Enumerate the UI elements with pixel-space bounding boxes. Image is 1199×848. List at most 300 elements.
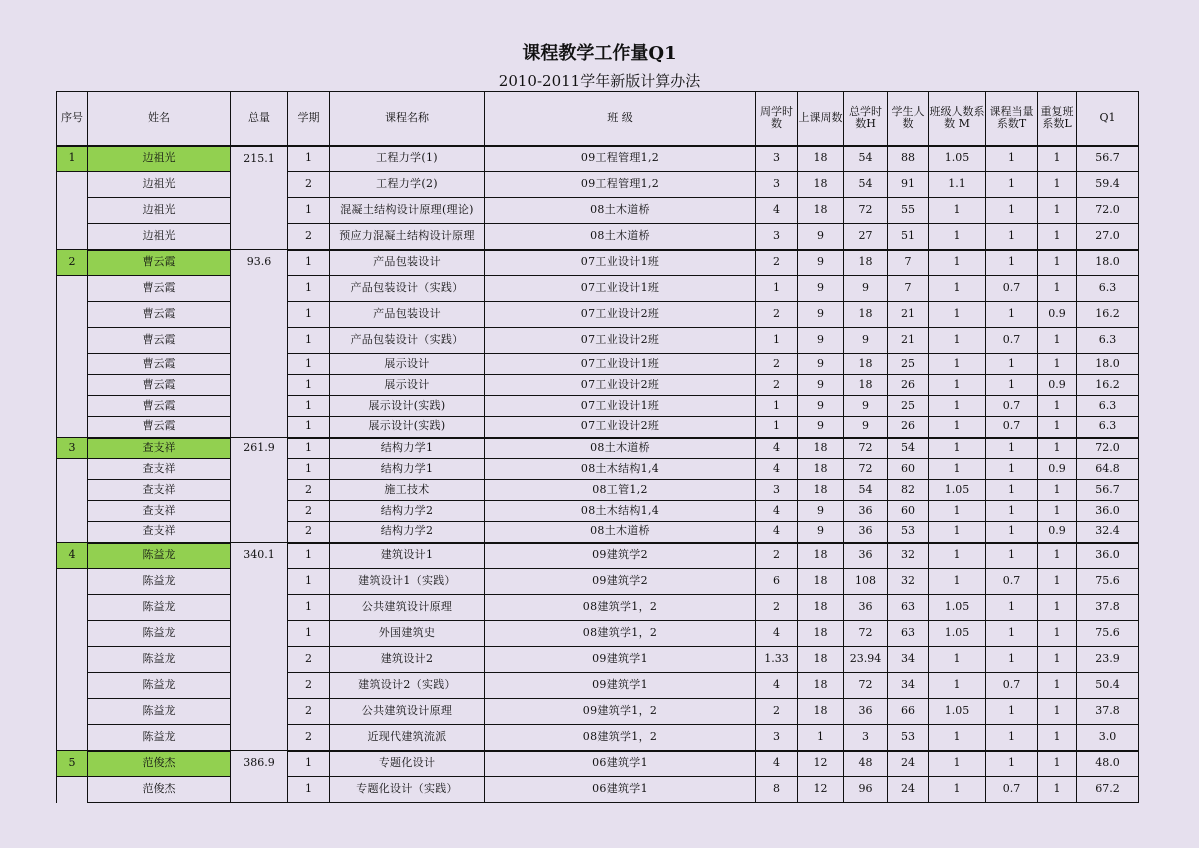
- course-cell: 混凝土结构设计原理(理论): [330, 198, 485, 224]
- class-coef-cell: 1: [929, 354, 986, 375]
- term-cell: 1: [288, 777, 330, 803]
- students-cell: 60: [888, 501, 929, 522]
- table-row: [57, 375, 1139, 396]
- course-coef-cell: 1: [986, 751, 1038, 777]
- course-cell: 产品包装设计: [330, 302, 485, 328]
- repeat-coef-cell: 0.9: [1038, 302, 1077, 328]
- course-cell: 结构力学2: [330, 522, 485, 543]
- table-row: [57, 172, 1139, 198]
- repeat-coef-cell: 1: [1038, 438, 1077, 459]
- seq-cell: [57, 569, 88, 595]
- class-cell: 07工业设计1班: [485, 396, 756, 417]
- table-row: [57, 417, 1139, 438]
- q1-cell: 64.8: [1077, 459, 1139, 480]
- name-cell: 陈益龙: [88, 673, 231, 699]
- total-cell: [231, 375, 288, 396]
- total-cell: [231, 354, 288, 375]
- class-cell: 09建筑学1: [485, 647, 756, 673]
- class-cell: 07工业设计2班: [485, 302, 756, 328]
- total-hours-cell: 9: [844, 328, 888, 354]
- seq-cell: 1: [57, 146, 88, 172]
- weekly-hours-cell: 1: [756, 417, 798, 438]
- class-coef-cell: 1: [929, 250, 986, 276]
- weeks-cell: 9: [798, 522, 844, 543]
- students-cell: 82: [888, 480, 929, 501]
- seq-cell: [57, 777, 88, 803]
- total-hours-cell: 36: [844, 522, 888, 543]
- table-row: [57, 438, 1139, 459]
- course-coef-cell: 1: [986, 480, 1038, 501]
- course-coef-cell: 1: [986, 725, 1038, 751]
- table-row: [57, 543, 1139, 569]
- students-cell: 60: [888, 459, 929, 480]
- total-hours-cell: 54: [844, 172, 888, 198]
- class-coef-cell: 1: [929, 396, 986, 417]
- seq-cell: 3: [57, 438, 88, 459]
- repeat-coef-cell: 1: [1038, 276, 1077, 302]
- weekly-hours-cell: 1.33: [756, 647, 798, 673]
- total-cell: [231, 621, 288, 647]
- course-cell: 外国建筑史: [330, 621, 485, 647]
- weekly-hours-cell: 4: [756, 751, 798, 777]
- students-cell: 7: [888, 250, 929, 276]
- total-hours-cell: 72: [844, 459, 888, 480]
- weekly-hours-cell: 8: [756, 777, 798, 803]
- repeat-coef-cell: 1: [1038, 146, 1077, 172]
- weeks-cell: 9: [798, 354, 844, 375]
- course-coef-cell: 1: [986, 438, 1038, 459]
- course-coef-cell: 1: [986, 459, 1038, 480]
- course-coef-cell: 1: [986, 198, 1038, 224]
- repeat-coef-cell: 1: [1038, 751, 1077, 777]
- page-title: 课程教学工作量Q1: [522, 43, 677, 64]
- table-row: [57, 480, 1139, 501]
- weeks-cell: 18: [798, 647, 844, 673]
- name-cell: 曹云霞: [88, 302, 231, 328]
- seq-cell: [57, 302, 88, 328]
- weeks-cell: 18: [798, 438, 844, 459]
- header-course-coef: 课程当量系数T: [986, 92, 1038, 146]
- header-weekly-hours: 周学时数: [756, 92, 798, 146]
- course-coef-cell: 1: [986, 146, 1038, 172]
- course-coef-cell: 0.7: [986, 673, 1038, 699]
- q1-cell: 48.0: [1077, 751, 1139, 777]
- header-total-hours: 总学时数H: [844, 92, 888, 146]
- weekly-hours-cell: 1: [756, 396, 798, 417]
- q1-cell: 6.3: [1077, 417, 1139, 438]
- class-coef-cell: 1: [929, 543, 986, 569]
- weeks-cell: 9: [798, 501, 844, 522]
- class-coef-cell: 1.05: [929, 595, 986, 621]
- term-cell: 1: [288, 751, 330, 777]
- course-coef-cell: 1: [986, 375, 1038, 396]
- name-cell: 曹云霞: [88, 375, 231, 396]
- total-cell: [231, 198, 288, 224]
- weekly-hours-cell: 4: [756, 198, 798, 224]
- weekly-hours-cell: 1: [756, 328, 798, 354]
- class-cell: 06建筑学1: [485, 751, 756, 777]
- total-hours-cell: 72: [844, 438, 888, 459]
- weeks-cell: 18: [798, 198, 844, 224]
- total-cell: [231, 595, 288, 621]
- course-cell: 展示设计(实践): [330, 396, 485, 417]
- name-cell: 陈益龙: [88, 569, 231, 595]
- total-cell: [231, 417, 288, 438]
- weeks-cell: 12: [798, 777, 844, 803]
- seq-cell: [57, 647, 88, 673]
- weeks-cell: 18: [798, 569, 844, 595]
- weeks-cell: 9: [798, 328, 844, 354]
- total-hours-cell: 108: [844, 569, 888, 595]
- total-hours-cell: 18: [844, 250, 888, 276]
- term-cell: 1: [288, 459, 330, 480]
- students-cell: 21: [888, 328, 929, 354]
- total-hours-cell: 48: [844, 751, 888, 777]
- table-row: [57, 354, 1139, 375]
- term-cell: 2: [288, 224, 330, 250]
- repeat-coef-cell: 1: [1038, 673, 1077, 699]
- course-coef-cell: 0.7: [986, 276, 1038, 302]
- class-coef-cell: 1.05: [929, 621, 986, 647]
- class-coef-cell: 1: [929, 725, 986, 751]
- seq-cell: [57, 417, 88, 438]
- total-hours-cell: 9: [844, 396, 888, 417]
- course-cell: 产品包装设计（实践）: [330, 276, 485, 302]
- weeks-cell: 9: [798, 396, 844, 417]
- q1-cell: 75.6: [1077, 621, 1139, 647]
- class-cell: 08土木结构1,4: [485, 501, 756, 522]
- course-cell: 产品包装设计: [330, 250, 485, 276]
- course-cell: 建筑设计1（实践）: [330, 569, 485, 595]
- total-cell: [231, 569, 288, 595]
- repeat-coef-cell: 1: [1038, 224, 1077, 250]
- q1-cell: 16.2: [1077, 302, 1139, 328]
- course-cell: 施工技术: [330, 480, 485, 501]
- weekly-hours-cell: 3: [756, 224, 798, 250]
- class-cell: 08土木道桥: [485, 224, 756, 250]
- weekly-hours-cell: 4: [756, 621, 798, 647]
- students-cell: 88: [888, 146, 929, 172]
- total-hours-cell: 18: [844, 354, 888, 375]
- course-coef-cell: 1: [986, 224, 1038, 250]
- weeks-cell: 9: [798, 224, 844, 250]
- class-cell: 07工业设计1班: [485, 250, 756, 276]
- weeks-cell: 1: [798, 725, 844, 751]
- q1-cell: 72.0: [1077, 438, 1139, 459]
- header-name: 姓名: [88, 92, 231, 146]
- total-cell: [231, 302, 288, 328]
- repeat-coef-cell: 1: [1038, 647, 1077, 673]
- seq-cell: [57, 172, 88, 198]
- seq-cell: [57, 375, 88, 396]
- repeat-coef-cell: 1: [1038, 725, 1077, 751]
- repeat-coef-cell: 1: [1038, 699, 1077, 725]
- course-cell: 展示设计: [330, 375, 485, 396]
- name-cell: 曹云霞: [88, 250, 231, 276]
- table-row: [57, 224, 1139, 250]
- seq-cell: [57, 673, 88, 699]
- header-course: 课程名称: [330, 92, 485, 146]
- total-cell: 215.1: [231, 146, 288, 172]
- name-cell: 曹云霞: [88, 354, 231, 375]
- repeat-coef-cell: 1: [1038, 417, 1077, 438]
- name-cell: 陈益龙: [88, 621, 231, 647]
- total-hours-cell: 36: [844, 543, 888, 569]
- weeks-cell: 9: [798, 276, 844, 302]
- name-cell: 边祖光: [88, 224, 231, 250]
- q1-cell: 6.3: [1077, 328, 1139, 354]
- repeat-coef-cell: 1: [1038, 198, 1077, 224]
- weekly-hours-cell: 4: [756, 501, 798, 522]
- total-cell: 261.9: [231, 438, 288, 459]
- repeat-coef-cell: 1: [1038, 501, 1077, 522]
- repeat-coef-cell: 1: [1038, 354, 1077, 375]
- header-total: 总量: [231, 92, 288, 146]
- class-cell: 08建筑学1，2: [485, 725, 756, 751]
- students-cell: 21: [888, 302, 929, 328]
- class-cell: 09工程管理1,2: [485, 146, 756, 172]
- name-cell: 陈益龙: [88, 595, 231, 621]
- total-cell: 93.6: [231, 250, 288, 276]
- q1-cell: 50.4: [1077, 673, 1139, 699]
- students-cell: 32: [888, 569, 929, 595]
- students-cell: 54: [888, 438, 929, 459]
- name-cell: 陈益龙: [88, 543, 231, 569]
- q1-cell: 37.8: [1077, 595, 1139, 621]
- name-cell: 查支祥: [88, 459, 231, 480]
- weeks-cell: 18: [798, 673, 844, 699]
- weekly-hours-cell: 3: [756, 172, 798, 198]
- course-cell: 建筑设计2（实践）: [330, 673, 485, 699]
- weekly-hours-cell: 2: [756, 375, 798, 396]
- weeks-cell: 18: [798, 459, 844, 480]
- table-row: [57, 751, 1139, 777]
- course-coef-cell: 1: [986, 621, 1038, 647]
- header-students: 学生人数: [888, 92, 929, 146]
- term-cell: 1: [288, 569, 330, 595]
- course-cell: 公共建筑设计原理: [330, 699, 485, 725]
- workload-table: [56, 91, 1139, 803]
- q1-cell: 23.9: [1077, 647, 1139, 673]
- students-cell: 66: [888, 699, 929, 725]
- table-row: [57, 673, 1139, 699]
- course-cell: 工程力学(1): [330, 146, 485, 172]
- class-coef-cell: 1: [929, 438, 986, 459]
- term-cell: 1: [288, 595, 330, 621]
- table-row: [57, 198, 1139, 224]
- weeks-cell: 18: [798, 146, 844, 172]
- seq-cell: [57, 699, 88, 725]
- table-row: [57, 146, 1139, 172]
- class-coef-cell: 1: [929, 328, 986, 354]
- repeat-coef-cell: 1: [1038, 621, 1077, 647]
- students-cell: 34: [888, 673, 929, 699]
- repeat-coef-cell: 1: [1038, 543, 1077, 569]
- course-coef-cell: 0.7: [986, 777, 1038, 803]
- repeat-coef-cell: 0.9: [1038, 375, 1077, 396]
- table-row: [57, 777, 1139, 803]
- weekly-hours-cell: 3: [756, 725, 798, 751]
- seq-cell: [57, 198, 88, 224]
- students-cell: 26: [888, 417, 929, 438]
- table-row: [57, 501, 1139, 522]
- weeks-cell: 9: [798, 302, 844, 328]
- q1-cell: 18.0: [1077, 354, 1139, 375]
- name-cell: 范俊杰: [88, 777, 231, 803]
- seq-cell: 5: [57, 751, 88, 777]
- q1-cell: 56.7: [1077, 146, 1139, 172]
- header-row: [57, 92, 1139, 146]
- students-cell: 32: [888, 543, 929, 569]
- class-coef-cell: 1.1: [929, 172, 986, 198]
- q1-cell: 56.7: [1077, 480, 1139, 501]
- weeks-cell: 9: [798, 375, 844, 396]
- course-coef-cell: 1: [986, 354, 1038, 375]
- class-cell: 08土木结构1,4: [485, 459, 756, 480]
- total-cell: [231, 673, 288, 699]
- weeks-cell: 18: [798, 480, 844, 501]
- course-coef-cell: 1: [986, 501, 1038, 522]
- seq-cell: 2: [57, 250, 88, 276]
- q1-cell: 32.4: [1077, 522, 1139, 543]
- name-cell: 查支祥: [88, 501, 231, 522]
- seq-cell: [57, 621, 88, 647]
- weeks-cell: 18: [798, 595, 844, 621]
- total-cell: [231, 172, 288, 198]
- course-coef-cell: 0.7: [986, 328, 1038, 354]
- seq-cell: [57, 595, 88, 621]
- course-cell: 工程力学(2): [330, 172, 485, 198]
- students-cell: 55: [888, 198, 929, 224]
- weekly-hours-cell: 2: [756, 250, 798, 276]
- repeat-coef-cell: 1: [1038, 250, 1077, 276]
- q1-cell: 67.2: [1077, 777, 1139, 803]
- students-cell: 63: [888, 595, 929, 621]
- course-cell: 专题化设计: [330, 751, 485, 777]
- repeat-coef-cell: 0.9: [1038, 522, 1077, 543]
- term-cell: 2: [288, 522, 330, 543]
- total-cell: [231, 459, 288, 480]
- class-cell: 09建筑学2: [485, 569, 756, 595]
- total-cell: [231, 699, 288, 725]
- name-cell: 曹云霞: [88, 328, 231, 354]
- weeks-cell: 18: [798, 699, 844, 725]
- total-cell: [231, 480, 288, 501]
- table-body: [57, 146, 1139, 803]
- total-hours-cell: 3: [844, 725, 888, 751]
- weekly-hours-cell: 2: [756, 699, 798, 725]
- page-subtitle: 2010-2011学年新版计算办法: [498, 72, 701, 90]
- course-cell: 产品包装设计（实践）: [330, 328, 485, 354]
- total-hours-cell: 36: [844, 595, 888, 621]
- students-cell: 25: [888, 354, 929, 375]
- q1-cell: 36.0: [1077, 501, 1139, 522]
- weekly-hours-cell: 3: [756, 146, 798, 172]
- students-cell: 34: [888, 647, 929, 673]
- total-cell: [231, 647, 288, 673]
- course-cell: 专题化设计（实践）: [330, 777, 485, 803]
- header-weeks: 上课周数: [798, 92, 844, 146]
- course-coef-cell: 1: [986, 543, 1038, 569]
- total-hours-cell: 18: [844, 375, 888, 396]
- total-hours-cell: 9: [844, 276, 888, 302]
- table-row: [57, 647, 1139, 673]
- table-row: [57, 569, 1139, 595]
- term-cell: 1: [288, 146, 330, 172]
- class-coef-cell: 1: [929, 302, 986, 328]
- weeks-cell: 12: [798, 751, 844, 777]
- seq-cell: 4: [57, 543, 88, 569]
- seq-cell: [57, 501, 88, 522]
- table-row: [57, 595, 1139, 621]
- class-coef-cell: 1: [929, 417, 986, 438]
- weeks-cell: 9: [798, 417, 844, 438]
- course-cell: 结构力学1: [330, 459, 485, 480]
- term-cell: 2: [288, 172, 330, 198]
- students-cell: 53: [888, 725, 929, 751]
- name-cell: 边祖光: [88, 198, 231, 224]
- total-hours-cell: 36: [844, 699, 888, 725]
- header-q1: Q1: [1077, 92, 1139, 146]
- weekly-hours-cell: 4: [756, 438, 798, 459]
- seq-cell: [57, 328, 88, 354]
- total-hours-cell: 18: [844, 302, 888, 328]
- course-coef-cell: 1: [986, 302, 1038, 328]
- class-coef-cell: 1: [929, 198, 986, 224]
- term-cell: 1: [288, 543, 330, 569]
- seq-cell: [57, 224, 88, 250]
- q1-cell: 37.8: [1077, 699, 1139, 725]
- class-coef-cell: 1: [929, 751, 986, 777]
- total-hours-cell: 72: [844, 621, 888, 647]
- term-cell: 1: [288, 328, 330, 354]
- seq-cell: [57, 276, 88, 302]
- total-hours-cell: 23.94: [844, 647, 888, 673]
- weeks-cell: 9: [798, 250, 844, 276]
- weekly-hours-cell: 2: [756, 595, 798, 621]
- course-cell: 近现代建筑流派: [330, 725, 485, 751]
- weeks-cell: 18: [798, 172, 844, 198]
- term-cell: 2: [288, 673, 330, 699]
- term-cell: 2: [288, 647, 330, 673]
- seq-cell: [57, 522, 88, 543]
- class-cell: 07工业设计2班: [485, 417, 756, 438]
- class-coef-cell: 1.05: [929, 480, 986, 501]
- class-coef-cell: 1: [929, 647, 986, 673]
- class-coef-cell: 1.05: [929, 699, 986, 725]
- class-cell: 08土木道桥: [485, 198, 756, 224]
- table-row: [57, 725, 1139, 751]
- total-cell: 386.9: [231, 751, 288, 777]
- class-cell: 07工业设计1班: [485, 354, 756, 375]
- term-cell: 2: [288, 725, 330, 751]
- q1-cell: 59.4: [1077, 172, 1139, 198]
- table-row: [57, 396, 1139, 417]
- name-cell: 曹云霞: [88, 417, 231, 438]
- students-cell: 53: [888, 522, 929, 543]
- table-row: [57, 522, 1139, 543]
- students-cell: 51: [888, 224, 929, 250]
- weekly-hours-cell: 2: [756, 354, 798, 375]
- header-class: 班 级: [485, 92, 756, 146]
- class-cell: 07工业设计2班: [485, 328, 756, 354]
- seq-cell: [57, 354, 88, 375]
- table-row: [57, 276, 1139, 302]
- q1-cell: 72.0: [1077, 198, 1139, 224]
- course-coef-cell: 0.7: [986, 396, 1038, 417]
- class-cell: 09建筑学1: [485, 673, 756, 699]
- weekly-hours-cell: 4: [756, 673, 798, 699]
